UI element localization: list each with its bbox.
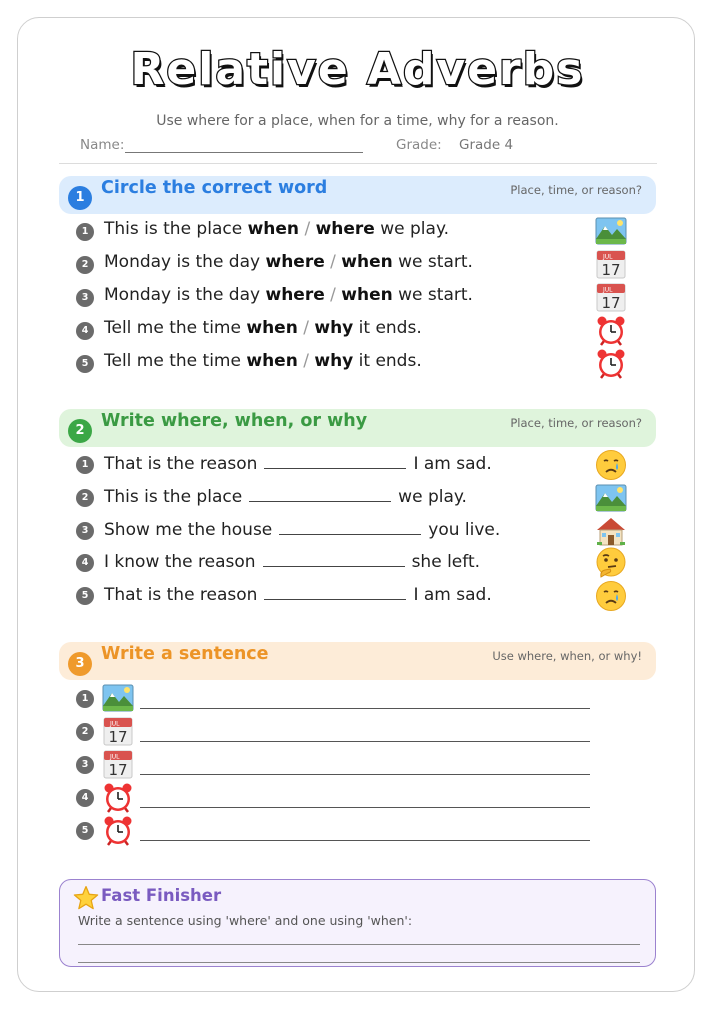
writing-line[interactable] bbox=[140, 741, 590, 742]
question-number: 4 bbox=[76, 554, 94, 572]
question-number: 3 bbox=[76, 756, 94, 774]
write-sentence-4 bbox=[76, 781, 596, 813]
sentence-end: I am sad. bbox=[413, 585, 492, 605]
answer-blank[interactable] bbox=[279, 518, 421, 535]
fast-finisher-title: Fast Finisher bbox=[101, 886, 222, 905]
section-title: Circle the correct word bbox=[101, 178, 328, 198]
sentence-end: we play. bbox=[398, 487, 467, 507]
option-separator: / bbox=[304, 219, 311, 239]
sentence-start: Monday is the day bbox=[104, 252, 261, 272]
calendar-month: JUL bbox=[110, 720, 120, 728]
question-number: 3 bbox=[76, 289, 94, 307]
circle-question-3 bbox=[76, 283, 636, 313]
option-b[interactable]: when bbox=[341, 252, 393, 272]
question-number: 4 bbox=[76, 322, 94, 340]
writing-line[interactable] bbox=[140, 840, 590, 841]
calendar-icon bbox=[102, 748, 134, 780]
writing-line[interactable] bbox=[140, 807, 590, 808]
question-text bbox=[104, 285, 473, 305]
question-number: 1 bbox=[76, 223, 94, 241]
sentence-end: she left. bbox=[411, 552, 481, 572]
question-text bbox=[104, 351, 422, 371]
option-b[interactable]: why bbox=[314, 318, 354, 338]
section-hint: Use where, when, or why! bbox=[492, 649, 642, 663]
question-number: 5 bbox=[76, 587, 94, 605]
crying-face-icon bbox=[595, 580, 627, 612]
writing-line[interactable] bbox=[140, 774, 590, 775]
section-2-header bbox=[59, 409, 656, 447]
sentence-end: we play. bbox=[380, 219, 449, 239]
question-number: 5 bbox=[76, 355, 94, 373]
answer-blank[interactable] bbox=[264, 583, 406, 600]
calendar-month: JUL bbox=[603, 286, 613, 294]
sentence-end: I am sad. bbox=[413, 454, 492, 474]
sentence-start: This is the place bbox=[104, 219, 243, 239]
answer-blank[interactable] bbox=[263, 550, 405, 567]
fast-finisher-instruction: Write a sentence using 'where' and one using 'when': bbox=[78, 913, 413, 928]
question-number: 4 bbox=[76, 789, 94, 807]
section-number: 3 bbox=[68, 652, 92, 676]
question-text bbox=[104, 219, 449, 239]
page-subtitle: Use where for a place, when for a time, why for a reason. bbox=[156, 113, 559, 129]
question-number: 2 bbox=[76, 723, 94, 741]
sentence-start: This is the place bbox=[104, 487, 243, 507]
landscape-icon bbox=[102, 682, 134, 714]
question-number: 3 bbox=[76, 522, 94, 540]
sentence-start: That is the reason bbox=[104, 585, 258, 605]
option-b[interactable]: where bbox=[315, 219, 375, 239]
writing-line[interactable] bbox=[140, 708, 590, 709]
calendar-icon bbox=[595, 248, 627, 280]
write-sentence-3 bbox=[76, 748, 596, 780]
circle-question-1 bbox=[76, 217, 636, 247]
question-number: 2 bbox=[76, 489, 94, 507]
answer-blank[interactable] bbox=[249, 485, 391, 502]
answer-line[interactable] bbox=[78, 944, 640, 945]
option-separator: / bbox=[303, 318, 309, 338]
write-sentence-2 bbox=[76, 715, 596, 747]
landscape-icon bbox=[595, 215, 627, 247]
option-a[interactable]: when bbox=[247, 219, 300, 239]
question-text bbox=[104, 550, 480, 572]
fill-question-2 bbox=[76, 483, 636, 513]
sentence-end: we start. bbox=[398, 285, 473, 305]
fill-question-5 bbox=[76, 581, 636, 611]
option-a[interactable]: when bbox=[246, 351, 298, 371]
section-3-header bbox=[59, 642, 656, 680]
fill-question-1 bbox=[76, 450, 636, 480]
calendar-day: 17 bbox=[601, 294, 621, 312]
star-icon bbox=[73, 885, 99, 911]
question-text bbox=[104, 518, 500, 540]
circle-question-4 bbox=[76, 316, 636, 346]
sentence-end: you live. bbox=[428, 520, 501, 540]
option-a[interactable]: where bbox=[265, 252, 325, 272]
option-separator: / bbox=[330, 285, 336, 305]
option-separator: / bbox=[330, 252, 336, 272]
question-text bbox=[104, 452, 492, 474]
sentence-start: That is the reason bbox=[104, 454, 258, 474]
calendar-month: JUL bbox=[110, 753, 120, 761]
section-title: Write where, when, or why bbox=[101, 411, 368, 431]
section-1-header bbox=[59, 176, 656, 214]
fill-question-4 bbox=[76, 548, 636, 578]
section-hint: Place, time, or reason? bbox=[510, 416, 642, 430]
sentence-start: Tell me the time bbox=[104, 351, 241, 371]
alarm-clock-icon bbox=[102, 814, 134, 846]
sentence-end: we start. bbox=[398, 252, 473, 272]
write-sentence-1 bbox=[76, 682, 596, 714]
page-title: Relative Adverbs bbox=[130, 44, 585, 95]
alarm-clock-icon bbox=[595, 347, 627, 379]
option-a[interactable]: where bbox=[265, 285, 325, 305]
sentence-end: it ends. bbox=[358, 318, 422, 338]
circle-question-5 bbox=[76, 349, 636, 379]
house-icon bbox=[595, 515, 627, 547]
write-sentence-5 bbox=[76, 814, 596, 846]
landscape-icon bbox=[595, 482, 627, 514]
section-number: 2 bbox=[68, 419, 92, 443]
calendar-day: 17 bbox=[108, 761, 128, 779]
calendar-month: JUL bbox=[603, 253, 613, 261]
grade-label: Grade: bbox=[396, 137, 442, 153]
calendar-day: 17 bbox=[108, 728, 128, 746]
question-number: 2 bbox=[76, 256, 94, 274]
crying-face-icon bbox=[595, 449, 627, 481]
sentence-start: I know the reason bbox=[104, 552, 256, 572]
question-number: 1 bbox=[76, 456, 94, 474]
section-hint: Place, time, or reason? bbox=[510, 183, 642, 197]
option-separator: / bbox=[303, 351, 309, 371]
sentence-start: Monday is the day bbox=[104, 285, 261, 305]
alarm-clock-icon bbox=[595, 314, 627, 346]
circle-question-2 bbox=[76, 250, 636, 280]
question-text bbox=[104, 485, 467, 507]
name-label: Name: bbox=[80, 137, 125, 153]
question-number: 1 bbox=[76, 690, 94, 708]
section-number: 1 bbox=[68, 186, 92, 210]
sentence-start: Tell me the time bbox=[104, 318, 241, 338]
option-b[interactable]: when bbox=[341, 285, 393, 305]
sentence-end: it ends. bbox=[358, 351, 422, 371]
header-divider bbox=[59, 163, 657, 164]
option-a[interactable]: when bbox=[246, 318, 298, 338]
question-number: 5 bbox=[76, 822, 94, 840]
question-text bbox=[104, 318, 422, 338]
thinking-face-icon bbox=[595, 547, 627, 579]
sentence-start: Show me the house bbox=[104, 520, 273, 540]
answer-blank[interactable] bbox=[264, 452, 406, 469]
section-title: Write a sentence bbox=[101, 644, 269, 664]
alarm-clock-icon bbox=[102, 781, 134, 813]
name-field[interactable] bbox=[125, 152, 363, 153]
question-text bbox=[104, 252, 473, 272]
calendar-icon bbox=[102, 715, 134, 747]
calendar-day: 17 bbox=[601, 261, 621, 279]
grade-value: Grade 4 bbox=[459, 137, 514, 153]
fast-finisher-box bbox=[59, 879, 656, 967]
answer-line[interactable] bbox=[78, 962, 640, 963]
question-text bbox=[104, 583, 492, 605]
option-b[interactable]: why bbox=[314, 351, 354, 371]
calendar-icon bbox=[595, 281, 627, 313]
fill-question-3 bbox=[76, 516, 636, 546]
